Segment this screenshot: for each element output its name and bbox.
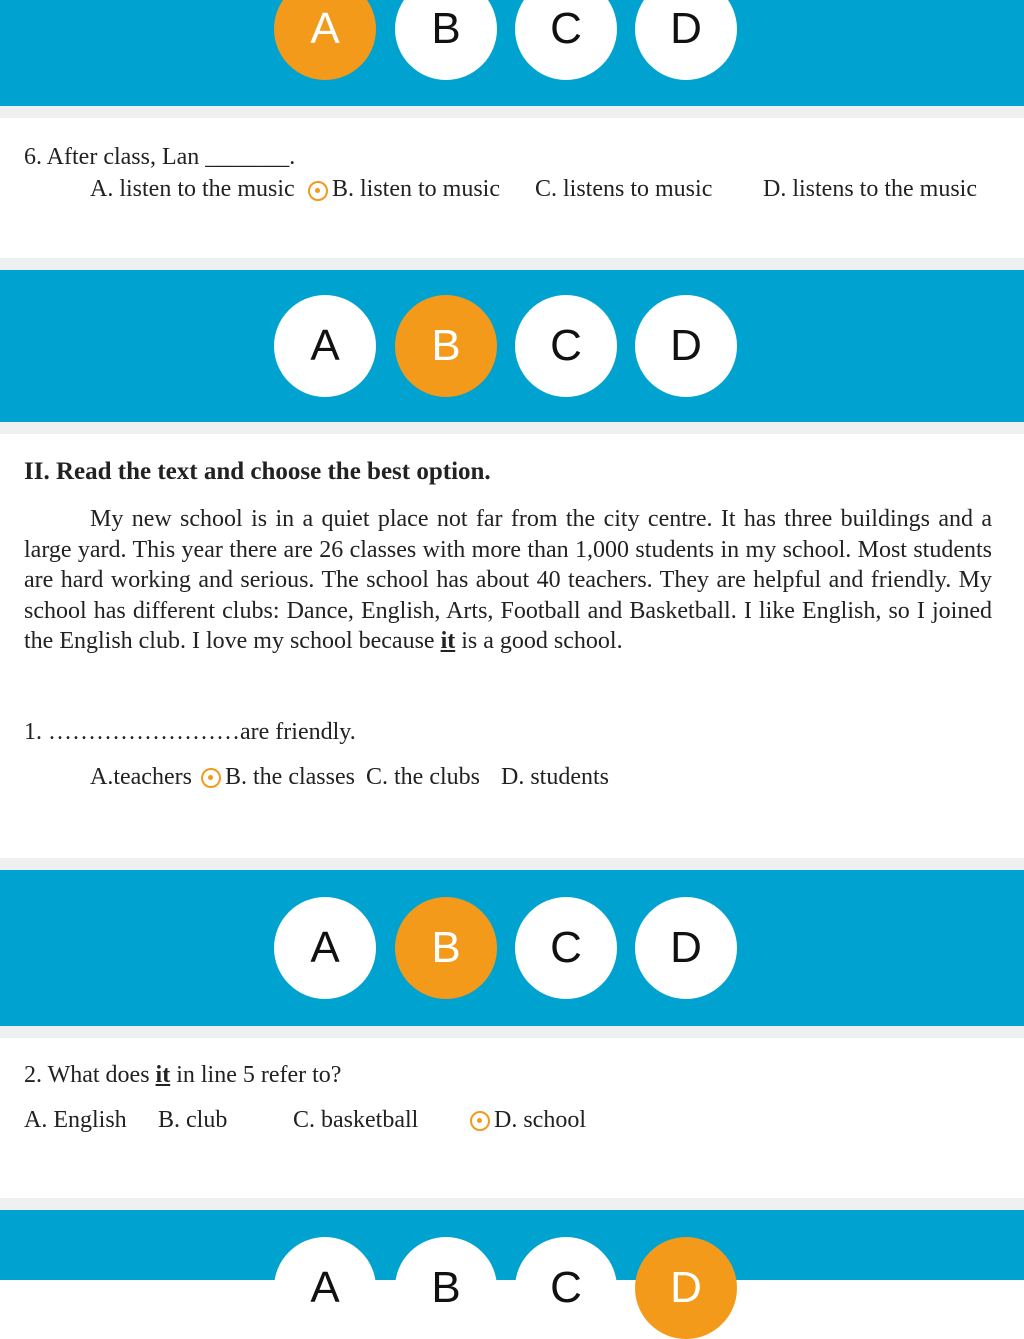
passage-keyword: it [440, 628, 456, 654]
answer-band-2 [0, 270, 1024, 422]
q2-stem-start: 2. What does [24, 1062, 156, 1088]
option-b-button[interactable]: B [395, 1237, 497, 1339]
q1-option-d[interactable]: D. students [501, 764, 609, 790]
option-c-button[interactable]: C [515, 0, 617, 80]
option-a-button[interactable]: A [274, 0, 376, 80]
option-b-button[interactable]: B [395, 295, 497, 397]
separator [0, 422, 1024, 434]
q1-selected-radio-icon [201, 768, 221, 788]
option-c-button[interactable]: C [515, 897, 617, 999]
q6-option-d[interactable]: D. listens to the music [763, 176, 977, 202]
answer-band-3 [0, 870, 1024, 1026]
q2-stem-end: in line 5 refer to? [170, 1062, 342, 1088]
question-6-stem: 6. After class, Lan _______. [24, 144, 296, 170]
q2-option-a[interactable]: A. English [24, 1107, 127, 1133]
q2-keyword: it [155, 1062, 171, 1088]
separator [0, 1026, 1024, 1038]
option-c-button[interactable]: C [515, 295, 617, 397]
q2-option-c[interactable]: C. basketball [293, 1107, 419, 1133]
option-d-button[interactable]: D [635, 1237, 737, 1339]
option-a-button[interactable]: A [274, 897, 376, 999]
separator [0, 858, 1024, 870]
q6-option-c[interactable]: C. listens to music [535, 176, 713, 202]
q6-option-a[interactable]: A. listen to the music [90, 176, 295, 202]
reading-passage [24, 504, 992, 657]
q1-option-b[interactable]: B. the classes [225, 764, 355, 790]
q6-selected-radio-icon [308, 181, 328, 201]
option-d-button[interactable]: D [635, 0, 737, 80]
option-d-button[interactable]: D [635, 897, 737, 999]
q2-option-b[interactable]: B. club [158, 1107, 228, 1133]
passage-text-end: is a good school. [455, 628, 623, 654]
answer-band-1 [0, 0, 1024, 106]
q2-option-d[interactable]: D. school [494, 1107, 586, 1133]
option-a-button[interactable]: A [274, 295, 376, 397]
separator [0, 258, 1024, 270]
answer-band-4 [0, 1210, 1024, 1312]
separator [0, 1198, 1024, 1210]
q6-option-b[interactable]: B. listen to music [332, 176, 500, 202]
question-1-stem: 1. ……………………are friendly. [24, 719, 356, 745]
option-b-button[interactable]: B [395, 897, 497, 999]
question-2-stem [24, 1062, 341, 1089]
section-heading: II. Read the text and choose the best option. [24, 458, 491, 485]
passage-text: My new school is in a quiet place not far from the city centre. It has three buildings and a large yard. This year there are 26 classes with more than 1,000 students in my school. Most students are hard working and serious. The school has about 40 teachers. They are helpful and friendly. My school has different clubs: Dance, English, Arts, Football and Basketball. I like English, so I joined the English club. I love my school because [24, 506, 992, 654]
separator [0, 106, 1024, 118]
option-c-button[interactable]: C [515, 1237, 617, 1339]
option-b-button[interactable]: B [395, 0, 497, 80]
q1-option-c[interactable]: C. the clubs [366, 764, 480, 790]
option-d-button[interactable]: D [635, 295, 737, 397]
q2-selected-radio-icon [470, 1111, 490, 1131]
option-a-button[interactable]: A [274, 1237, 376, 1339]
q1-option-a[interactable]: A.teachers [90, 764, 192, 790]
